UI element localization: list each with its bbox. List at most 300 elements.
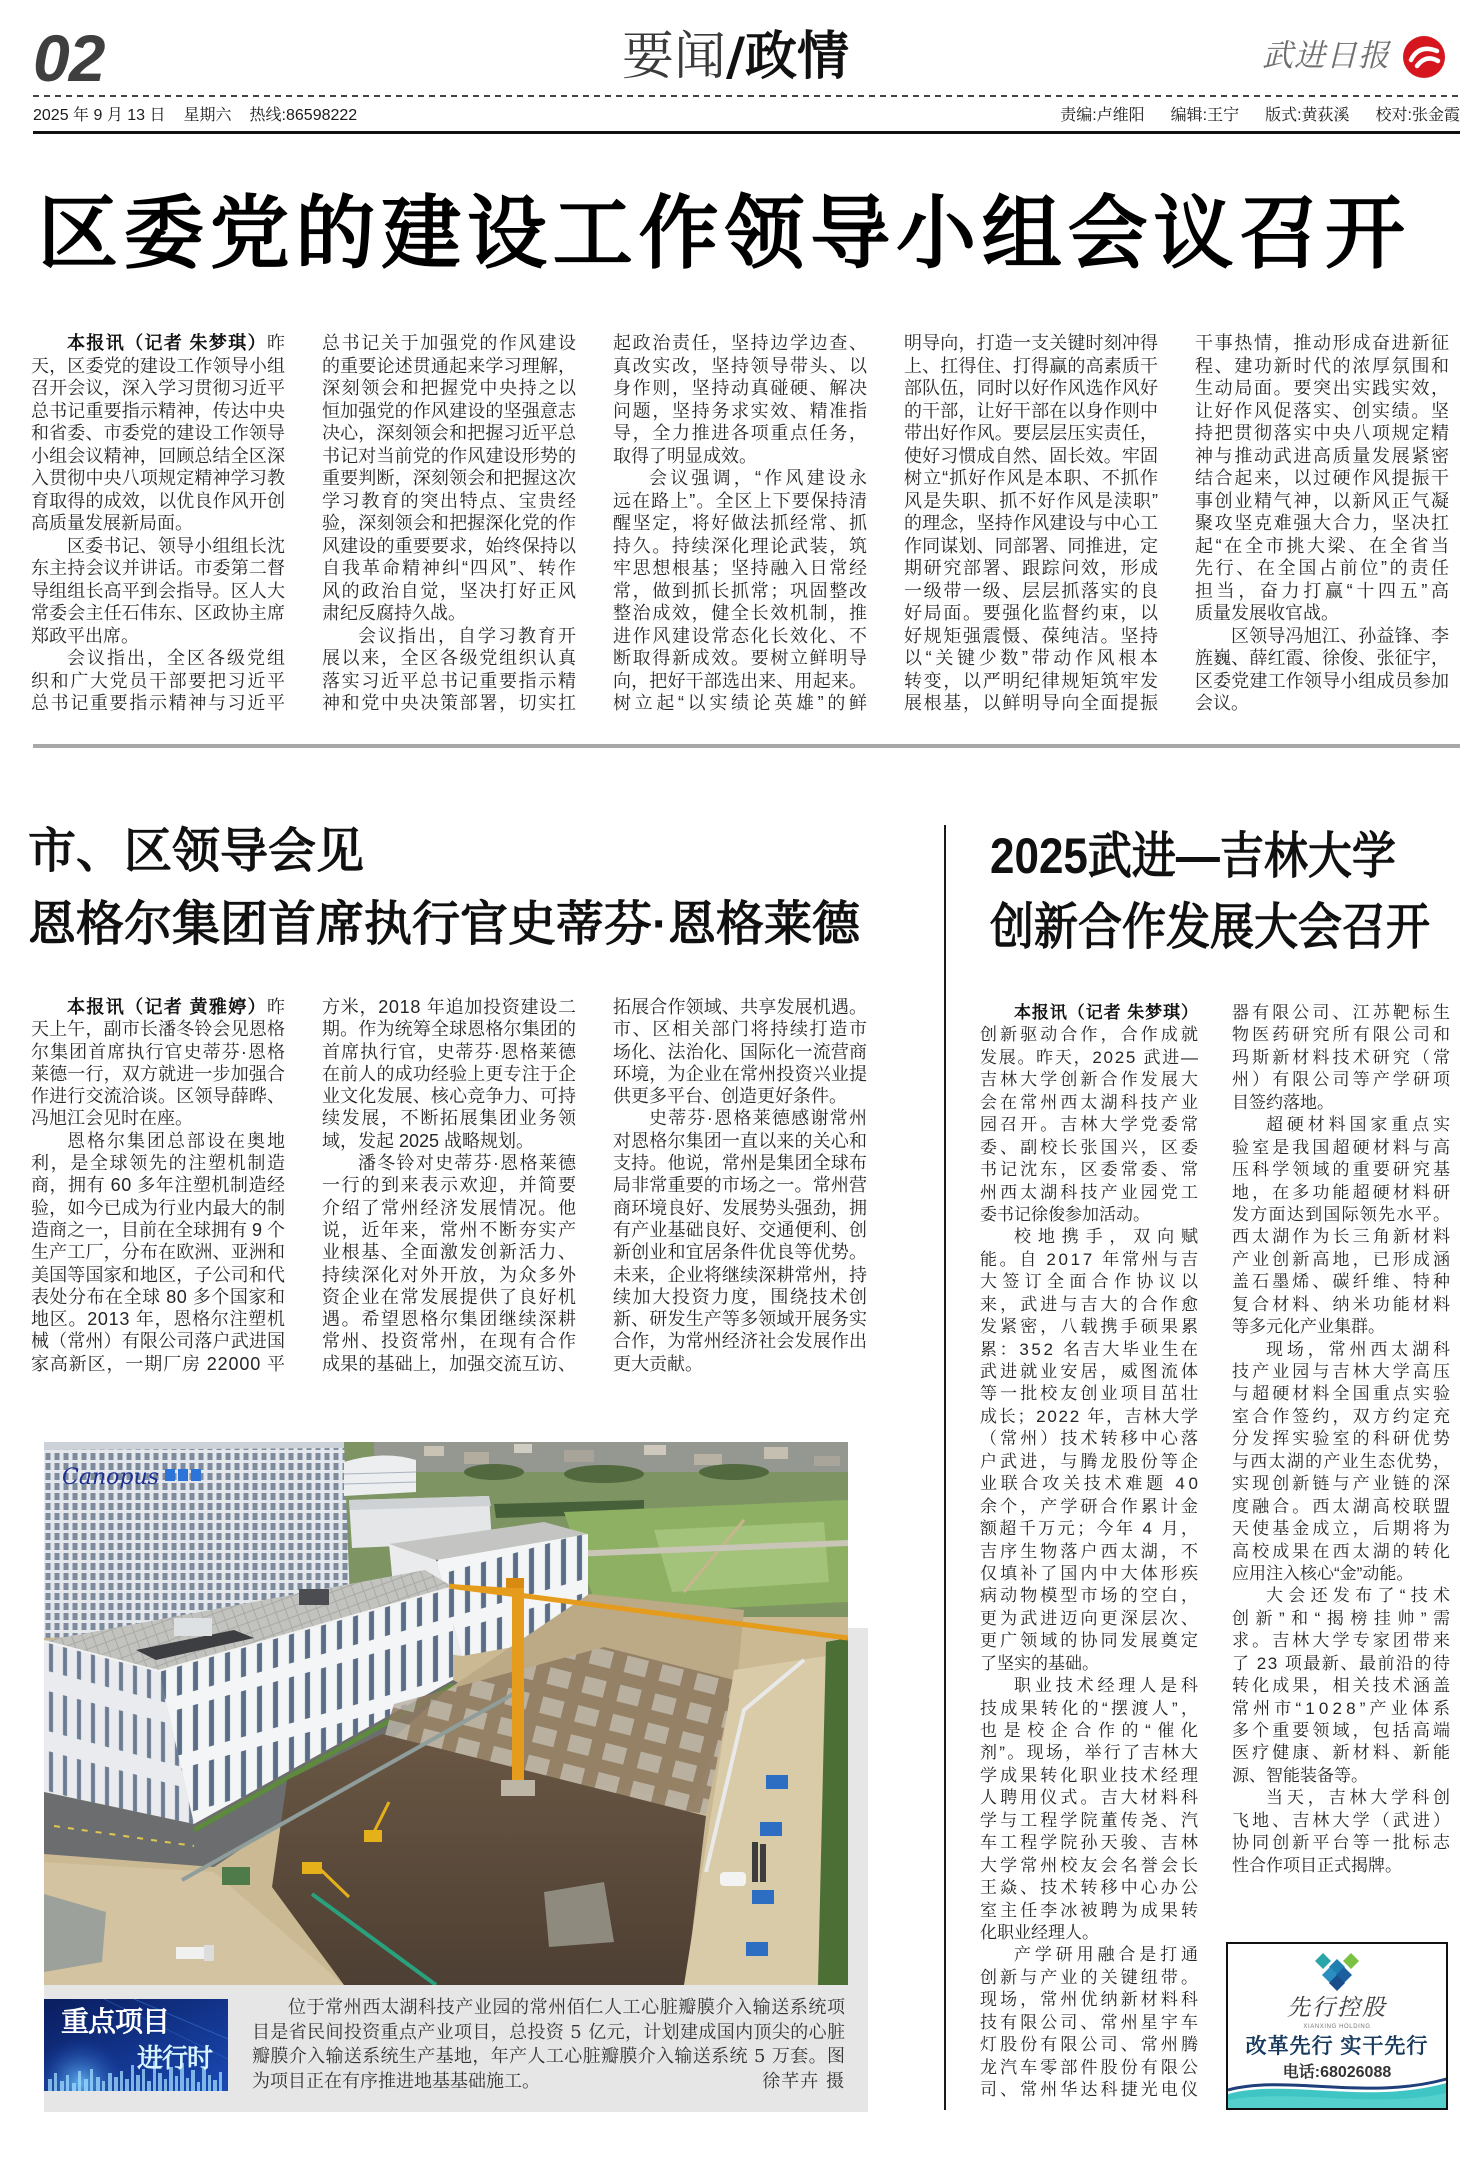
text-line xyxy=(31,467,285,490)
article-column xyxy=(613,332,871,715)
text-line-content: 展以来，全区各级党组织认真 xyxy=(322,648,578,668)
text-line xyxy=(31,647,285,670)
text-line xyxy=(613,1174,867,1196)
text-line-content: 史蒂芬·恩格莱德感谢常州 xyxy=(649,1108,869,1129)
article-column xyxy=(1195,332,1453,715)
text-line xyxy=(613,422,867,445)
text-line xyxy=(980,1922,1198,1944)
text-line-content: 一行的到来表示欢迎，并简要 xyxy=(322,1175,578,1196)
text-line xyxy=(322,1286,576,1308)
text-line xyxy=(322,1330,576,1352)
text-line xyxy=(613,1264,867,1286)
text-line-content: 也是校企合作的“催化 xyxy=(980,1721,1205,1740)
text-line xyxy=(980,1698,1202,1720)
text-line-content: 天，区委党的建设工作领导小组 xyxy=(31,355,286,376)
text-line-content: 真改实改，坚持领导带头、以 xyxy=(613,355,869,376)
credit-chief-editor: 责编:卢维阳 xyxy=(1060,107,1145,124)
text-line xyxy=(980,1092,1202,1114)
text-line-content: 总书记重要指示精神，传达中央 xyxy=(31,400,286,421)
text-line xyxy=(613,490,867,513)
text-line-content: 好局面。要强化监督约束，以 xyxy=(904,603,1160,623)
text-line-content: 业文化发展、核心竞争力、可持 xyxy=(322,1086,577,1107)
text-line xyxy=(613,512,867,535)
text-line-content: 醒坚定，将好做法抓经常、抓 xyxy=(613,513,869,533)
text-line xyxy=(613,1219,867,1241)
text-line-content: 等多元化产业集群。 xyxy=(1232,1317,1385,1337)
text-line-content: 东主持会议并讲话。市委第二督 xyxy=(31,558,286,578)
text-line xyxy=(980,1989,1202,2011)
text-line-content: 学习教育的突出特点、宝贵经 xyxy=(322,490,578,511)
text-line-content: 会在常州西太湖科技产业 xyxy=(980,1092,1202,1112)
text-line xyxy=(980,1675,1202,1697)
byline-lead: 本报讯（记者 朱梦琪） xyxy=(1014,1003,1199,1022)
text-line xyxy=(322,1219,576,1241)
text-line xyxy=(980,1428,1202,1450)
text-line-content: 物医药研究所有限公司和 xyxy=(1232,1025,1454,1045)
text-line xyxy=(322,670,576,693)
text-line-content: 介绍了常州经济发展情况。他 xyxy=(322,1197,578,1218)
text-line xyxy=(31,1130,285,1152)
text-line xyxy=(613,1130,867,1152)
text-line xyxy=(1195,647,1449,670)
text-line xyxy=(980,2079,1202,2101)
text-line-content: 落实习近平总书记重要指示精 xyxy=(322,670,578,691)
text-line-content: 创新与产业的关键纽带。 xyxy=(980,1967,1202,1987)
text-line xyxy=(613,1063,867,1085)
text-line-content: 身作则，坚持动真碰硬、解决 xyxy=(613,378,869,398)
text-line-content: 织和广大党员干部要把习近平 xyxy=(31,670,287,691)
text-line xyxy=(322,1085,576,1107)
text-line-content: 吉序生物落户西太湖，不 xyxy=(980,1541,1202,1561)
badge-title: 重点项目 xyxy=(61,2006,170,2037)
text-line-content: 好规矩强震慑、葆纯洁。坚持 xyxy=(904,625,1160,646)
text-line xyxy=(1232,1832,1454,1854)
text-line xyxy=(980,1877,1202,1899)
text-line xyxy=(980,1204,1198,1226)
text-line xyxy=(1195,580,1453,603)
text-line-content: 期研究部署、跟踪问效，形成 xyxy=(904,558,1160,578)
text-line xyxy=(904,422,1158,445)
text-line xyxy=(322,580,576,603)
text-line xyxy=(1232,1653,1450,1675)
text-line xyxy=(613,535,867,558)
text-line xyxy=(980,1339,1201,1361)
text-line-content: 起政治责任，坚持边学边查、 xyxy=(613,333,869,353)
text-line-content: 司、常州华达科捷光电仪 xyxy=(980,2080,1202,2099)
byline-lead: 本报讯（记者 朱梦琪） xyxy=(67,333,268,353)
text-line xyxy=(1232,1473,1454,1495)
text-line-content: 重要判断，深刻领会和把握这次 xyxy=(322,468,577,488)
text-line-content: 树立“抓好作风是本职、不抓作 xyxy=(904,468,1160,488)
text-line xyxy=(322,1197,576,1219)
text-line-content: 天上午，副市长潘冬铃会见恩格 xyxy=(31,1019,286,1040)
text-line-content: 常州市“1028”产业体系 xyxy=(1232,1698,1455,1718)
text-line xyxy=(613,1308,867,1330)
text-line xyxy=(1232,1585,1456,1607)
text-line-content: 事创业精气神，以新风正气凝 xyxy=(1195,490,1451,511)
text-line-content: 与超硬材料全国重点实验 xyxy=(1232,1384,1454,1404)
text-line xyxy=(322,422,576,445)
text-line-content: 人聘用仪式。吉大材料科 xyxy=(980,1788,1202,1808)
text-line xyxy=(322,625,576,648)
text-line xyxy=(613,377,867,400)
text-line xyxy=(1232,1339,1454,1361)
text-line xyxy=(1232,1406,1454,1428)
text-line-content: 程、建功新时代的浓厚氛围和 xyxy=(1195,355,1451,376)
text-line-content: 验室是我国超硬材料与高 xyxy=(1232,1137,1454,1157)
text-line xyxy=(904,332,1158,355)
text-line xyxy=(904,670,1158,693)
text-line-content: 源、智能装备等。 xyxy=(1232,1765,1368,1785)
text-line-content: 的重要论述贯通起来学习理解， xyxy=(322,355,577,376)
text-line xyxy=(613,1018,867,1040)
text-line xyxy=(31,377,285,400)
text-line xyxy=(322,535,576,558)
text-line-content: 总书记重要指示精神与习近平 xyxy=(31,693,287,713)
text-line xyxy=(613,996,867,1018)
text-line xyxy=(613,355,867,378)
text-line xyxy=(904,647,1162,670)
text-line-content: 更大贡献。 xyxy=(613,1353,703,1374)
text-line xyxy=(613,1241,867,1263)
text-line-content: 化职业经理人。 xyxy=(980,1922,1099,1942)
text-line xyxy=(322,1018,576,1040)
header-dotted-divider xyxy=(33,95,1460,97)
text-line xyxy=(980,1944,1202,1966)
text-line-content: 导组组长高平到会指导。区人大 xyxy=(31,580,286,601)
text-line xyxy=(1232,1271,1454,1293)
text-line-content: 让好作风促落实、创实绩。坚 xyxy=(1195,400,1451,421)
text-line-content: 发展。昨天，2025 武进— xyxy=(980,1047,1200,1067)
text-line-content: 超硬材料国家重点实 xyxy=(1266,1115,1454,1135)
text-line xyxy=(322,400,576,423)
text-line xyxy=(980,1406,1198,1428)
text-line-content: 资企业在常发展提供了良好机 xyxy=(322,1286,578,1307)
text-line-content: 以“关键少数”带动作风根本 xyxy=(904,648,1162,668)
text-line-content: 决心，深刻领会和把握习近平总 xyxy=(322,423,577,443)
text-line xyxy=(31,625,285,648)
text-line xyxy=(1232,1114,1454,1136)
text-line xyxy=(1232,1496,1454,1518)
text-line-content: 职业技术经理人是科 xyxy=(1014,1676,1202,1696)
text-line-content: 州）有限公司等产学研项 xyxy=(1232,1070,1454,1090)
text-line xyxy=(322,1107,576,1129)
text-line xyxy=(31,1085,285,1107)
text-line-content: 持续深化对外开放，为众多外 xyxy=(322,1264,578,1285)
text-line xyxy=(1232,1137,1454,1159)
article-column xyxy=(980,1002,1205,2101)
text-line xyxy=(1195,670,1449,693)
text-line xyxy=(31,445,285,468)
text-line-content: 总书记关于加强党的作风建设 xyxy=(322,333,578,353)
text-line-content: 莱德一行，双方就进一步加强合 xyxy=(31,1063,286,1084)
text-line xyxy=(1195,377,1449,400)
text-line xyxy=(322,1353,576,1375)
text-line-content: 展根基，以鲜明导向全面提振 xyxy=(904,693,1160,713)
text-line xyxy=(1195,355,1449,378)
text-line-content: 区领导冯旭江、孙益锋、李 xyxy=(1231,625,1450,646)
text-line xyxy=(980,1765,1202,1787)
text-line xyxy=(1195,512,1449,535)
text-line-content: 聚攻坚克难强大合力，坚决扛 xyxy=(1195,513,1451,533)
text-line xyxy=(1232,1541,1454,1563)
text-line xyxy=(980,1024,1202,1046)
photo-credit: 徐芊卉 摄 xyxy=(762,2070,845,2092)
text-line xyxy=(980,1249,1201,1271)
text-line xyxy=(31,1041,285,1063)
text-line-content: 表处分布在全球 80 多个国家和 xyxy=(31,1286,286,1307)
text-line-content: 拓展合作领域、共享发展机遇。 xyxy=(613,997,868,1017)
text-line-content: 神与推动武进高质量发展紧密 xyxy=(1195,445,1451,466)
text-line-content: 续发展，不断拓展集团业务领 xyxy=(322,1108,578,1129)
text-line-content: 园召开。吉林大学党委常 xyxy=(980,1115,1202,1135)
text-line-content: 首席执行官，史蒂芬·恩格莱德 xyxy=(322,1041,578,1062)
text-line xyxy=(980,1787,1202,1809)
text-line-content: 等一批校友创业项目茁壮 xyxy=(980,1384,1202,1404)
text-line xyxy=(1232,1765,1450,1787)
text-line xyxy=(980,1742,1201,1764)
text-line-content: 环境，为企业在常州投资兴业提 xyxy=(613,1063,868,1084)
text-line-content: 的理念，坚持作风建设与中心工 xyxy=(904,513,1159,533)
text-line-content: 的干部，让好干部在以身作则中 xyxy=(904,400,1159,421)
text-line-content: 天使基金成立，后期将为 xyxy=(1232,1519,1454,1539)
text-line xyxy=(31,1152,285,1174)
column-divider xyxy=(944,825,946,2110)
text-line xyxy=(1232,1675,1454,1697)
text-line-content: 产业创新高地，已形成涵 xyxy=(1232,1249,1454,1269)
text-line-content: 应用注入核心“金”动能。 xyxy=(1232,1563,1414,1583)
text-line xyxy=(613,625,867,648)
text-line-content: 召开会议，深入学习贯彻习近平 xyxy=(31,378,286,398)
article-column xyxy=(31,332,285,715)
headline-line: 市、区领导会见 xyxy=(28,825,365,878)
text-line-content: 商环境良好、发展势头强劲，拥 xyxy=(613,1197,868,1218)
text-line-content: 发方面达到国际领先水平。 xyxy=(1232,1204,1452,1224)
text-line-content: 创新”和“揭榜挂帅”需 xyxy=(1232,1608,1457,1628)
text-line xyxy=(1195,535,1452,558)
text-line xyxy=(980,2012,1202,2034)
text-line xyxy=(1232,1182,1454,1204)
section-title xyxy=(622,29,849,85)
text-line xyxy=(322,1241,576,1263)
text-line xyxy=(980,1159,1202,1181)
text-line-content: 生产工厂，分布在欧洲、亚洲和 xyxy=(31,1242,286,1263)
text-line-content: 作进行交流洽谈。区领导薛晔、 xyxy=(31,1086,286,1107)
text-line-content: 小组会议精神，回顾总结全区深 xyxy=(31,445,286,466)
text-line xyxy=(322,512,576,535)
text-line xyxy=(904,377,1158,400)
text-line-content: 求。吉林大学专家团带来 xyxy=(1232,1631,1454,1651)
text-line xyxy=(31,1197,285,1219)
text-line-content: 地区。2013 年，恩格尔注塑机 xyxy=(31,1309,286,1330)
text-line xyxy=(904,557,1158,580)
text-line xyxy=(322,1308,576,1330)
text-line xyxy=(1195,490,1449,513)
text-line-content: 树立起“以实绩论英雄”的鲜 xyxy=(613,693,871,713)
text-line-content: 风是失职、抓不好作风是渎职” xyxy=(904,490,1160,511)
building-sign: Canopus xyxy=(62,1465,159,1490)
text-line xyxy=(31,422,285,445)
text-line-content: 高校成果在西太湖的转化 xyxy=(1232,1541,1454,1561)
text-line xyxy=(980,1541,1202,1563)
dateline xyxy=(33,106,357,126)
text-line-content: 起“在全市挑大梁、在全省当 xyxy=(1195,535,1452,556)
text-line xyxy=(1232,1787,1454,1809)
text-line-content: 验，深刻领会和把握深化党的作 xyxy=(322,513,577,533)
text-line xyxy=(1232,1720,1454,1742)
text-line-content: 灯股份有限公司、常州腾 xyxy=(980,2035,1202,2055)
text-line xyxy=(1232,1159,1454,1181)
text-line-content: 户武进，与腾龙股份等企 xyxy=(980,1451,1202,1471)
text-line xyxy=(1195,625,1449,648)
text-line xyxy=(980,1226,1205,1248)
text-line-content: 区委党建工作领导小组成员参加 xyxy=(1195,670,1450,691)
text-line xyxy=(980,1361,1202,1383)
caption-line xyxy=(252,2070,845,2095)
text-line xyxy=(980,1832,1202,1854)
text-line-content: 更广领域的协同发展奠定 xyxy=(980,1631,1202,1651)
text-line xyxy=(613,1107,867,1129)
text-line-content: 发紧密，八载携手硕果累 xyxy=(980,1317,1202,1337)
text-line xyxy=(613,1085,867,1107)
text-line xyxy=(904,467,1158,490)
text-line xyxy=(1232,1698,1455,1720)
text-line xyxy=(613,445,867,468)
text-line xyxy=(904,602,1158,625)
text-line xyxy=(904,400,1158,423)
text-line xyxy=(31,557,285,580)
text-line xyxy=(1232,1630,1454,1652)
text-line xyxy=(31,1353,285,1375)
text-line-content: 恒加强党的作风建设的坚强意志 xyxy=(322,400,577,421)
text-line xyxy=(322,490,576,513)
text-line-content: 龙汽车零部件股份有限公 xyxy=(980,2057,1202,2077)
text-line xyxy=(322,355,576,378)
hotline: 热线:86598222 xyxy=(249,107,358,124)
text-line xyxy=(980,1473,1202,1495)
text-line xyxy=(1232,1855,1450,1877)
text-line xyxy=(980,1271,1204,1293)
text-line-content: 一级带一级、层层抓落实的良 xyxy=(904,580,1160,601)
text-line xyxy=(31,670,285,693)
text-line-content: 旌巍、薛红霞、徐俊、张征宇， xyxy=(1195,648,1450,668)
text-line-content: 病动物模型市场的空白， xyxy=(980,1586,1202,1606)
text-line xyxy=(1232,1810,1454,1832)
text-line-content: 委书记徐俊参加活动。 xyxy=(980,1204,1150,1224)
text-line-content: 大学常州校友会名誉会长 xyxy=(980,1855,1202,1875)
text-line-content: 会议指出，自学习教育开 xyxy=(358,625,578,646)
ad-brand-english: XIANXING HOLDING xyxy=(1303,2024,1371,2030)
text-line-content: 王焱、技术转移中心办公 xyxy=(980,1878,1202,1898)
article-headline-jilin xyxy=(990,821,1430,963)
text-line-content xyxy=(1014,1003,1199,1022)
ad-wave-decoration xyxy=(1228,2074,1448,2108)
page-number: 02 xyxy=(33,21,105,95)
text-line-content: 进作风建设常态化长效化、不 xyxy=(613,625,869,646)
caption-line-text: 瓣膜介入输送系统生产基地，年产人工心脏瓣膜介入输送系统 5 万套。图 xyxy=(252,2046,846,2067)
article-column xyxy=(904,332,1162,715)
text-line-content: 干事热情，推动形成奋进新征 xyxy=(1195,333,1451,353)
text-line-content: 自我革命精神纠“四风”、转作 xyxy=(322,558,578,578)
text-line xyxy=(31,996,285,1018)
text-line-content: 复合材料、纳米功能材料 xyxy=(1232,1294,1454,1314)
text-line-content: 上、扛得住、打得赢的高素质干 xyxy=(904,355,1159,376)
text-line xyxy=(322,1174,576,1196)
text-line-content: 剂”。现场，举行了吉林大 xyxy=(980,1743,1201,1763)
text-line-content: 本报讯（记者 朱梦琪）昨 xyxy=(67,333,287,353)
text-line xyxy=(613,692,871,715)
text-line-content: 导，全力推进各项重点任务， xyxy=(613,423,869,443)
text-line xyxy=(980,1900,1202,1922)
text-line xyxy=(1232,1361,1454,1383)
text-line-content: 结合起来，以过硬作风提振干 xyxy=(1195,468,1451,488)
text-line-content: 书记对当前党的作风建设形势的 xyxy=(322,445,577,466)
text-line-content: 对恩格尔集团一直以来的关心和 xyxy=(613,1130,868,1151)
text-line-content: 与西太湖的产业生态优势， xyxy=(1232,1451,1452,1471)
text-line-content: 大会还发布了“技术 xyxy=(1266,1586,1456,1606)
text-line xyxy=(1232,1047,1454,1069)
text-line-content: 向，把好干部选出来、用起来。 xyxy=(613,670,868,691)
text-line xyxy=(980,1069,1202,1091)
text-line-content: 深刻领会和把握党中央持之以 xyxy=(322,378,578,398)
caption-line-text: 位于常州西太湖科技产业园的常州佰仁人工心脏瓣膜介入输送系统项 xyxy=(288,1997,846,2018)
text-line xyxy=(980,1002,1198,1024)
text-line-content: 当天，吉林大学科创 xyxy=(1266,1788,1454,1808)
text-line xyxy=(322,647,576,670)
text-line-content: 作同谋划、同部署、同推进，定 xyxy=(904,535,1159,556)
text-line-content: 冯旭江会见时在座。 xyxy=(31,1108,193,1129)
caption-line xyxy=(252,2021,845,2046)
article-column xyxy=(1232,1002,1457,1877)
text-line-content: 风的政治自觉，坚决打好正风 xyxy=(322,580,578,601)
headline-line: 创新合作发展大会召开 xyxy=(990,899,1430,955)
text-line-content: 恩格尔集团总部设在奥地 xyxy=(67,1130,287,1151)
text-line xyxy=(322,692,576,715)
text-line xyxy=(904,580,1158,603)
text-line xyxy=(322,557,576,580)
text-line-content: 取得了明显成效。 xyxy=(613,445,757,466)
text-line xyxy=(322,1063,576,1085)
text-line-content: 市、区相关部门将持续打造市 xyxy=(613,1019,869,1040)
text-line-content: 质量发展收官战。 xyxy=(1195,603,1339,623)
text-line-content: 和省委、市委党的建设工作领导 xyxy=(31,423,286,443)
text-line-content: 局非常重要的市场之一。常州营 xyxy=(613,1175,868,1196)
article-column xyxy=(31,996,285,1375)
header-rule xyxy=(33,131,1460,134)
text-line xyxy=(980,1518,1201,1540)
text-line xyxy=(980,2034,1202,2056)
text-line xyxy=(980,1810,1202,1832)
text-line-content: 育取得的成效，以优良作风开创 xyxy=(31,490,286,511)
text-line-content: 整治成效，健全长效机制，推 xyxy=(613,603,869,623)
text-line xyxy=(613,400,867,423)
section-primary: 要闻 xyxy=(622,28,727,86)
text-line-content: 大签订全面合作协议以 xyxy=(980,1272,1204,1292)
text-line-content: 牢思想根基；坚持融入日常经 xyxy=(613,558,869,578)
text-line-content: 生动局面。要突出实践实效， xyxy=(1195,378,1451,398)
text-line-content: 期。作为统筹全球恩格尔集团的 xyxy=(322,1019,577,1040)
text-line-content: 利，是全球领先的注塑机制造 xyxy=(31,1153,287,1174)
credit-layout: 版式:黄荻溪 xyxy=(1265,107,1350,124)
text-line-content: 书记沈东，区委常委、常 xyxy=(980,1160,1202,1180)
text-line xyxy=(31,490,285,513)
text-line xyxy=(31,1107,285,1129)
text-line-content: 成长；2022 年，吉林大学 xyxy=(980,1406,1200,1426)
badge-subtitle: 进行时 xyxy=(137,2043,213,2073)
text-line-content: 技有限公司、常州星宇车 xyxy=(980,2012,1202,2032)
caption-line-text: 为项目正在有序推进地基基础施工。 xyxy=(252,2070,540,2092)
text-line xyxy=(1232,1002,1454,1024)
